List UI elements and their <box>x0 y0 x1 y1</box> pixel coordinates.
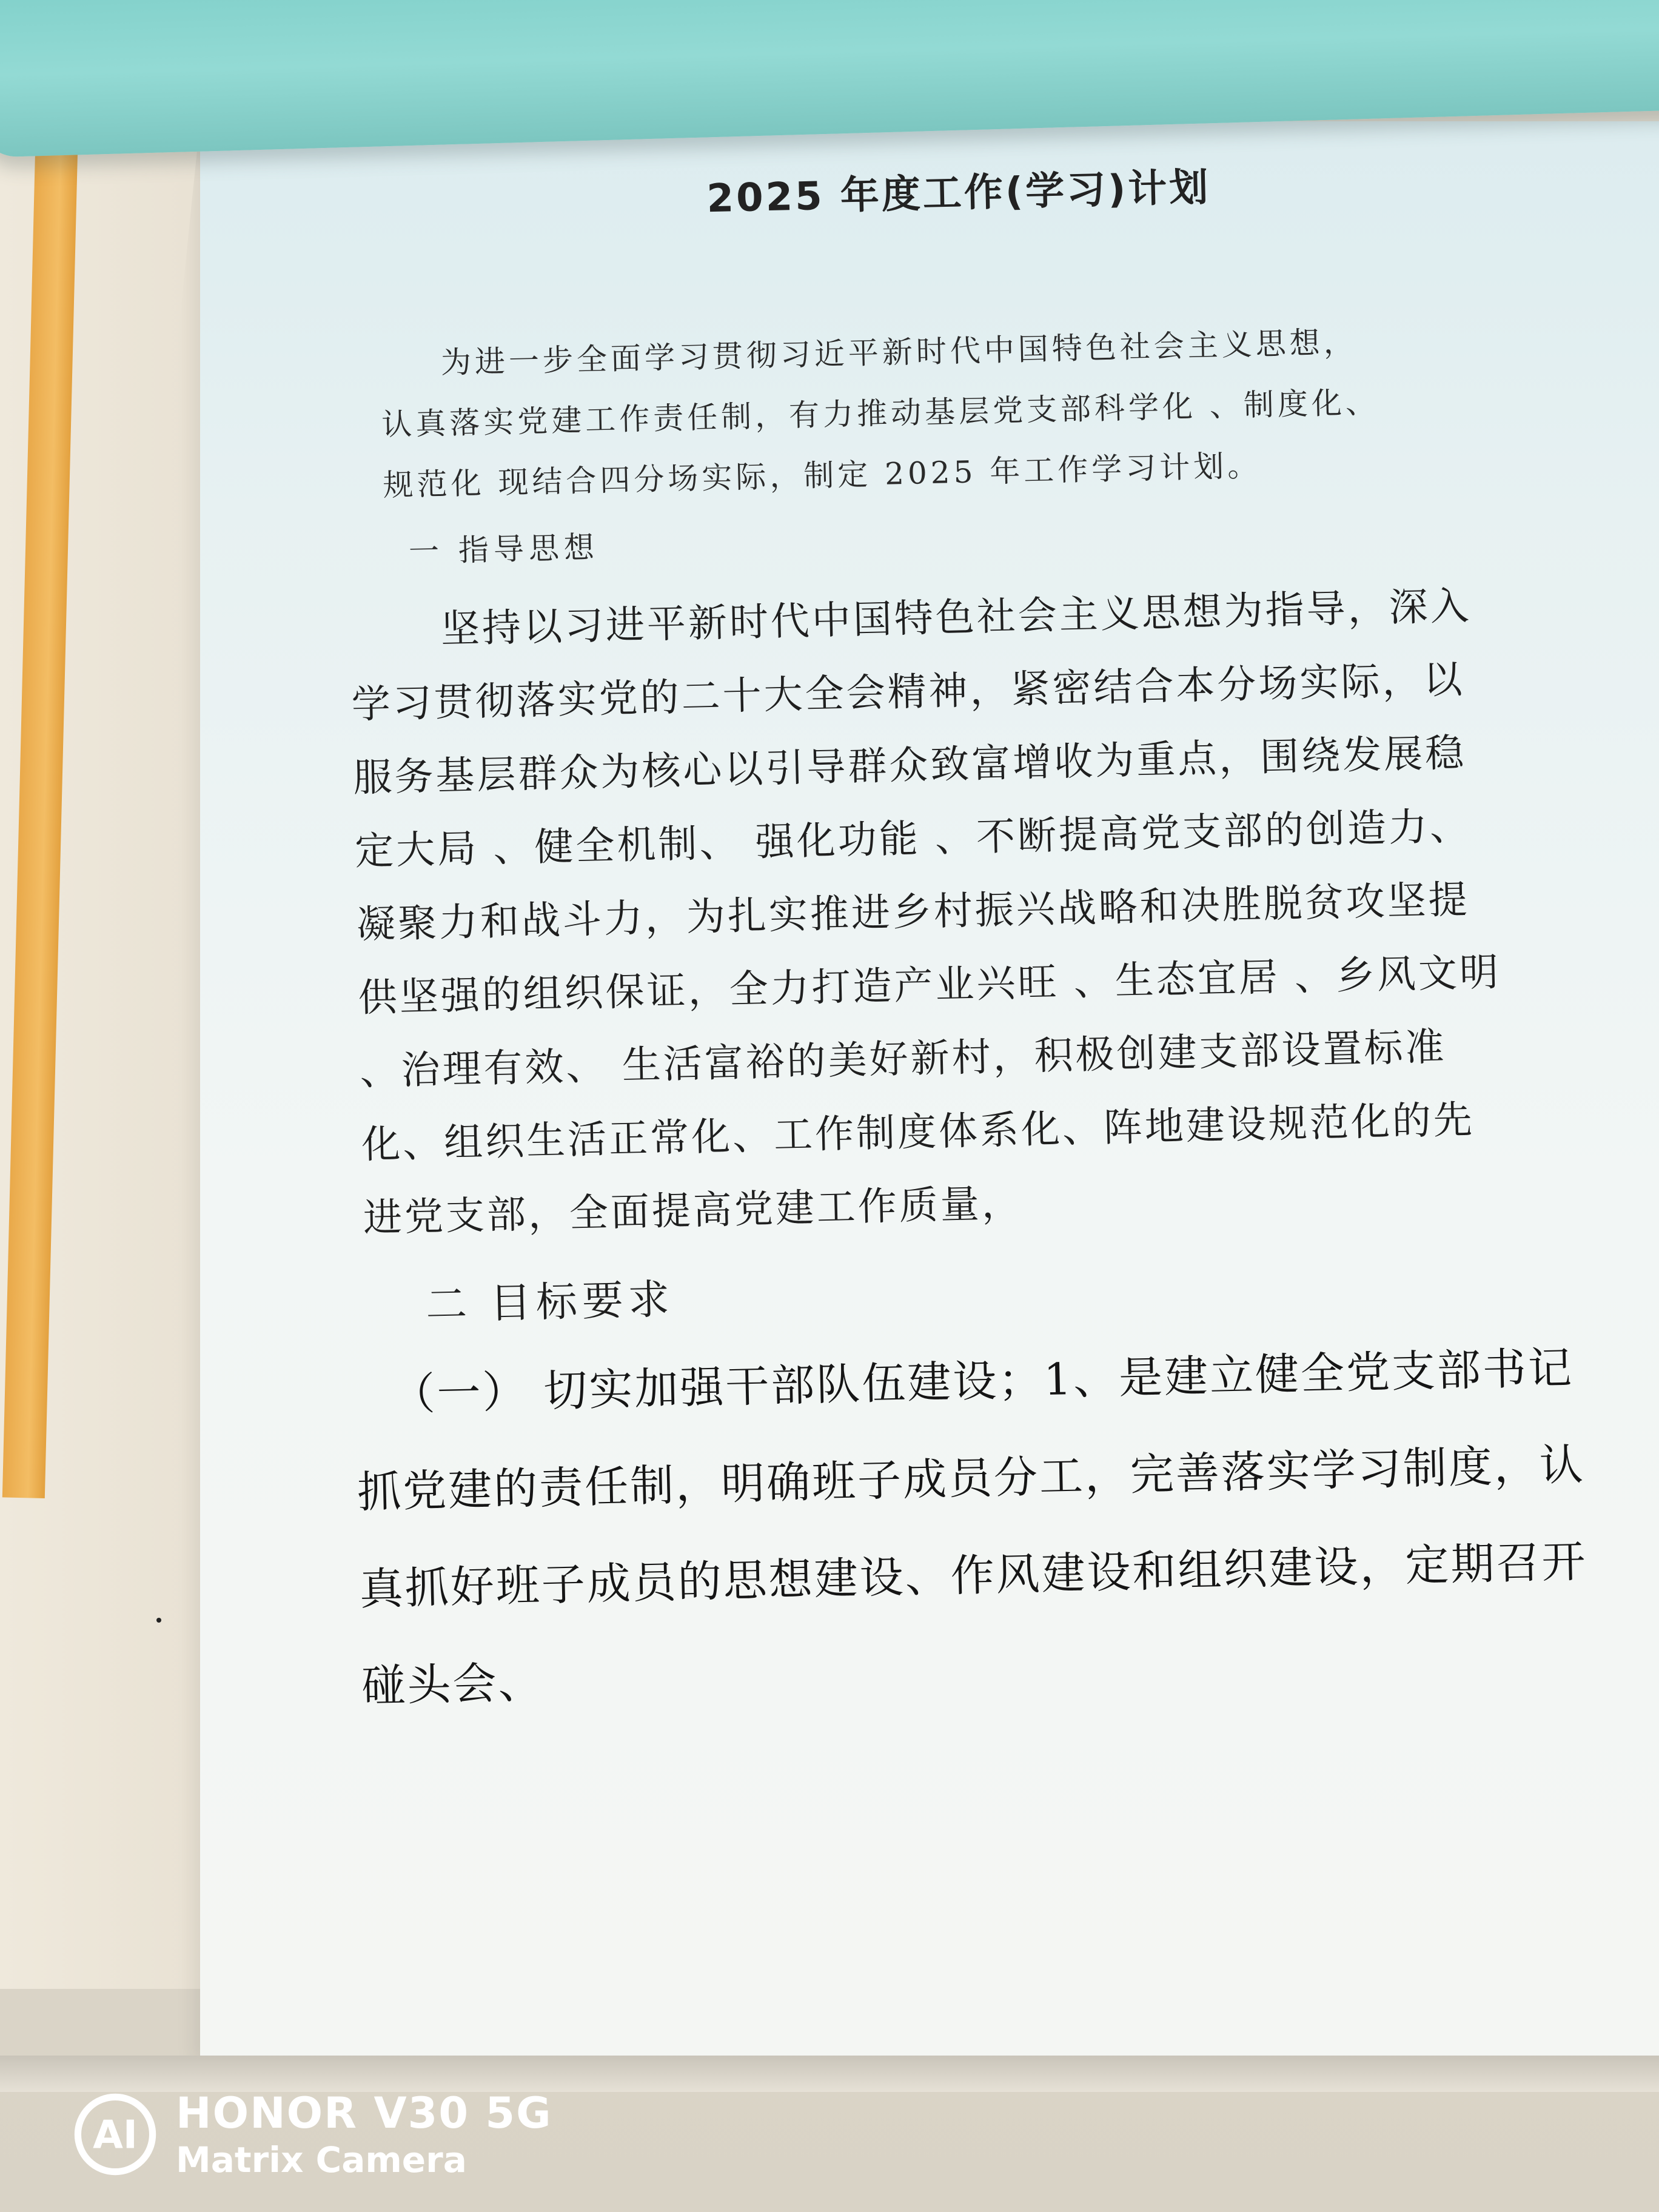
camera-watermark <box>73 2080 552 2189</box>
ink-dot <box>156 1618 161 1623</box>
guiding-thought-paragraph: 坚持以习进平新时代中国特色社会主义思想为指导，深入学习贯彻落实党的二十大全会精神，紧密结合本分场实际，以服务基层群众为核心以引导群众致富增收为重点，围绕发展稳定大局 、健全机制、 强化功能 、不断提高党支部的创造力、凝聚力和战斗力，为扎实推进乡村振兴战略和决胜脱贫攻坚提供坚强的组织保证，全力打造产业兴旺 、生态宜居 、乡风文明 、治理有效、 生活富裕的美好新村，积极创建支部设置标准化、组织生活正常化、工作制度体系化、阵地建设规范化的先进党支部，全面提高党建工作质量， <box>350 583 1501 1241</box>
watermark-text <box>176 2088 552 2181</box>
page-text-block <box>340 150 1588 1734</box>
goals-paragraph: （一） 切实加强干部队伍建设；1、是建立健全党支部书记抓党建的责任制，明确班子成员分工，完善落实学习制度，认真抓好班子成员的思想建设、作风建设和组织建设，定期召开碰头会、 <box>357 1342 1588 1712</box>
watermark-camera: Matrix Camera <box>176 2139 467 2180</box>
section-heading-guiding-thought: 一 指导思想 <box>408 529 600 569</box>
ai-camera-logo-icon <box>73 2092 158 2177</box>
document-title: 2025 年度工作(学习)计划 <box>706 165 1212 222</box>
intro-paragraph: 为进一步全面学习贯彻习近平新时代中国特色社会主义思想，认真落实党建工作责任制，有力推动基层党支部科学化 、制度化、 规范化 现结合四分场实际，制定 2025 年工作学习计划。 <box>381 324 1380 503</box>
section-heading-goals: 二 目标要求 <box>425 1275 675 1330</box>
svg-text:AI: AI <box>93 2112 138 2158</box>
watermark-model: HONOR V30 5G <box>176 2088 552 2138</box>
